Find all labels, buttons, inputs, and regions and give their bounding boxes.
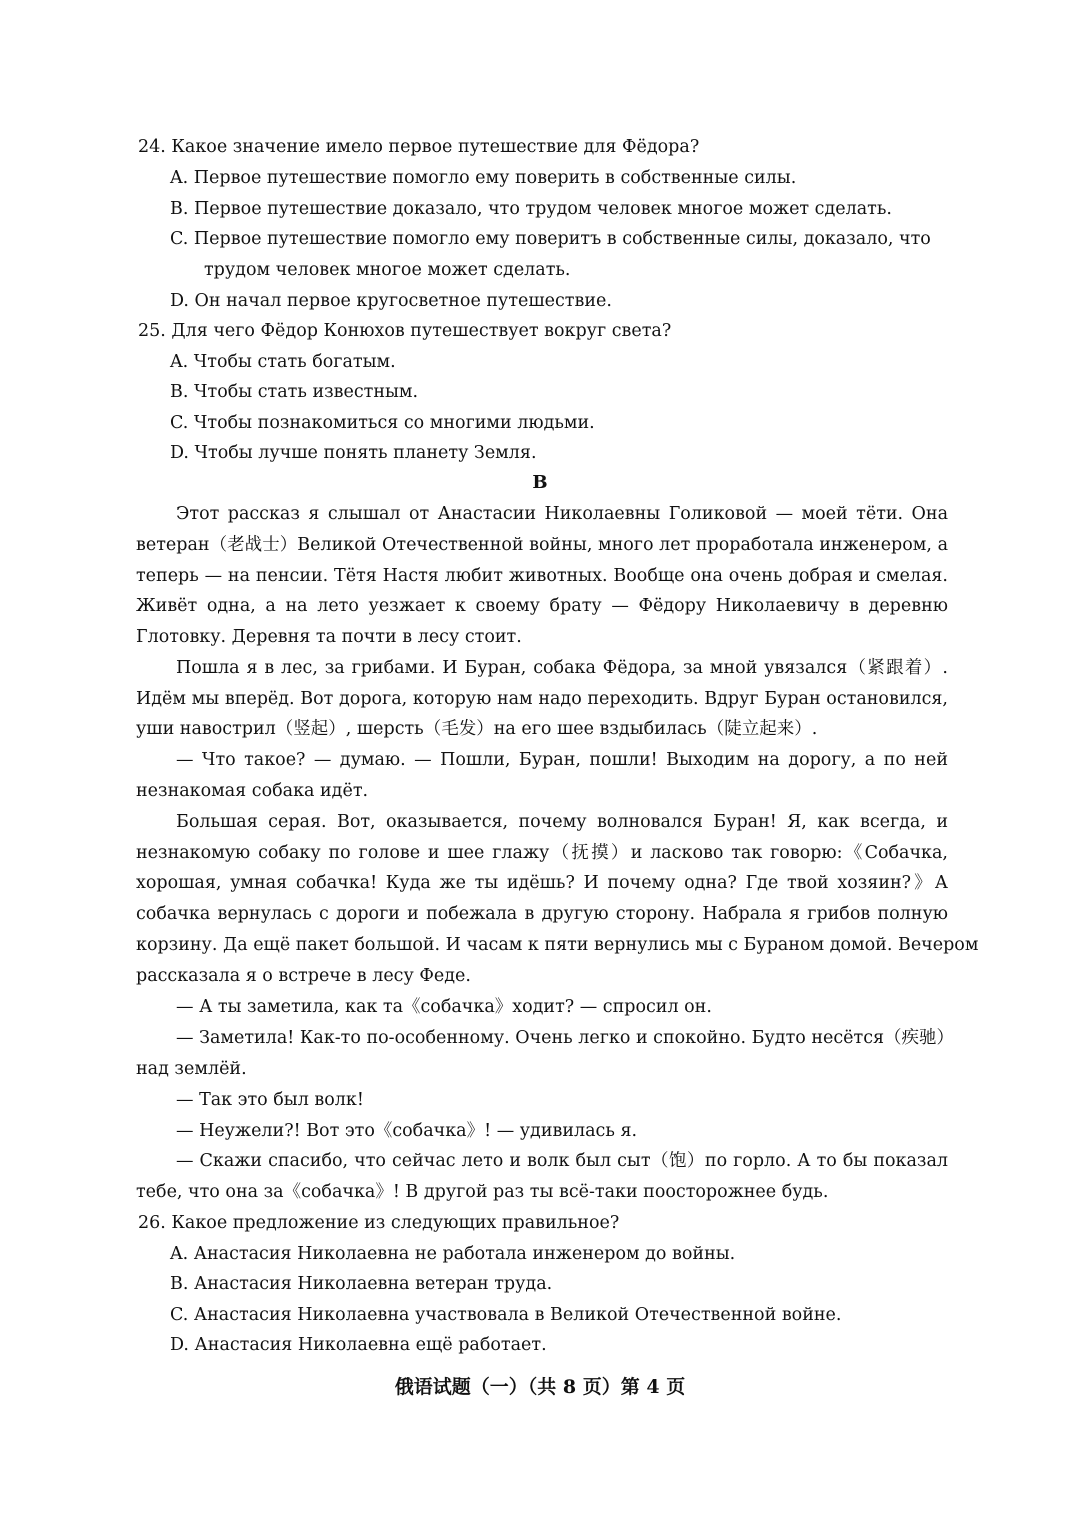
q24-option-c: C. Первое путешествие помогло ему поверитъ в собственные силы, доказало, что bbox=[170, 229, 931, 249]
passage-line: Глотовку. Деревня та почти в лесу стоит. bbox=[136, 627, 522, 647]
q24-option-d: D. Он начал первое кругосветное путешествие. bbox=[170, 291, 612, 311]
passage-line: незнакомая собака идёт. bbox=[136, 781, 369, 801]
passage-line: Идём мы вперёд. Вот дорога, которую нам надо переходить. Вдруг Буран остановился, bbox=[136, 689, 948, 709]
q24-option-c-cont: трудом человек многое может сделать. bbox=[204, 260, 571, 280]
passage-line: — Так это был волк! bbox=[176, 1090, 364, 1110]
page-footer: 俄语试题（一）（共 8 页）第 4 页 bbox=[394, 1376, 686, 1398]
question-25: 25. Для чего Фёдор Конюхов путешествует вокруг света? bbox=[138, 321, 672, 341]
passage-line: Живёт одна, а на лето уезжает к своему брату — Фёдору Николаевичу в деревню bbox=[136, 596, 948, 616]
passage-line: — Неужели?! Вот это《собачка》! — удивилась я. bbox=[176, 1121, 638, 1141]
q24-option-a: A. Первое путешествие помогло ему поверить в собственные силы. bbox=[170, 168, 797, 188]
passage-line: уши навострил（竖起）, шерсть（毛发）на его шее вздыбилась（陡立起来）. bbox=[136, 719, 818, 739]
q25-option-a: A. Чтобы стать богатым. bbox=[170, 352, 396, 372]
q25-option-d: D. Чтобы лучше понять планету Земля. bbox=[170, 443, 537, 463]
section-title: B bbox=[532, 472, 548, 493]
passage-line: над землёй. bbox=[136, 1059, 247, 1079]
passage-line: теперь — на пенсии. Тётя Настя любит животных. Вообще она очень добрая и смелая. bbox=[136, 566, 948, 586]
q24-option-b: B. Первое путешествие доказало, что трудом человек многое может сделать. bbox=[170, 199, 892, 219]
passage-line: ветеран（老战士）Великой Отечественной войны, много лет проработала инженером, а bbox=[136, 535, 948, 555]
passage-line: Этот рассказ я слышал от Анастасии Николаевны Голиковой — моей тёти. Она bbox=[176, 504, 948, 524]
passage-line: Большая серая. Вот, оказывается, почему волновался Буран! Я, как всегда, и bbox=[176, 812, 948, 832]
passage-line: — Скажи спасибо, что сейчас лето и волк был сыт（饱）по горло. А то бы показал bbox=[176, 1151, 948, 1171]
q26-option-d: D. Анастасия Николаевна ещё работает. bbox=[170, 1335, 547, 1355]
passage-line: хорошая, умная собачка! Куда же ты идёшь? И почему одна? Где твой хозяин?》А bbox=[136, 873, 948, 893]
passage-line: — А ты заметила, как та《собачка》ходит? — спросил он. bbox=[176, 997, 712, 1017]
passage-line: корзину. Да ещё пакет большой. И часам к пяти вернулись мы с Бураном домой. Вечером bbox=[136, 935, 979, 955]
passage-line: рассказала я о встрече в лесу Феде. bbox=[136, 966, 471, 986]
passage-line: собачка вернулась с дороги и побежала в другую сторону. Набрала я грибов полную bbox=[136, 904, 948, 924]
q26-option-c: C. Анастасия Николаевна участвовала в Великой Отечественной войне. bbox=[170, 1305, 842, 1325]
passage-line: незнакомую собаку по голове и шее глажу（抚摸）и ласково так говорю:《Собачка, bbox=[136, 843, 948, 863]
q26-option-b: B. Анастасия Николаевна ветеран труда. bbox=[170, 1274, 553, 1294]
passage-line: тебе, что она за《собачка》! В другой раз ты всё-таки поосторожнее будь. bbox=[136, 1182, 829, 1202]
passage-line: Пошла я в лес, за грибами. И Буран, собака Фёдора, за мной увязался（紧跟着）. bbox=[176, 658, 948, 678]
q26-option-a: A. Анастасия Николаевна не работала инженером до войны. bbox=[170, 1244, 736, 1264]
q25-option-b: B. Чтобы стать известным. bbox=[170, 382, 419, 402]
passage-line: — Что такое? — думаю. — Пошли, Буран, пошли! Выходим на дорогу, а по ней bbox=[176, 750, 948, 770]
question-26: 26. Какое предложение из следующих правильное? bbox=[138, 1213, 620, 1233]
passage-line: — Заметила! Как-то по-особенному. Очень легко и спокойно. Будто несётся（疾驰） bbox=[176, 1028, 955, 1048]
q25-option-c: C. Чтобы познакомиться со многими людьми. bbox=[170, 413, 595, 433]
question-24: 24. Какое значение имело первое путешествие для Фёдора? bbox=[138, 137, 700, 157]
